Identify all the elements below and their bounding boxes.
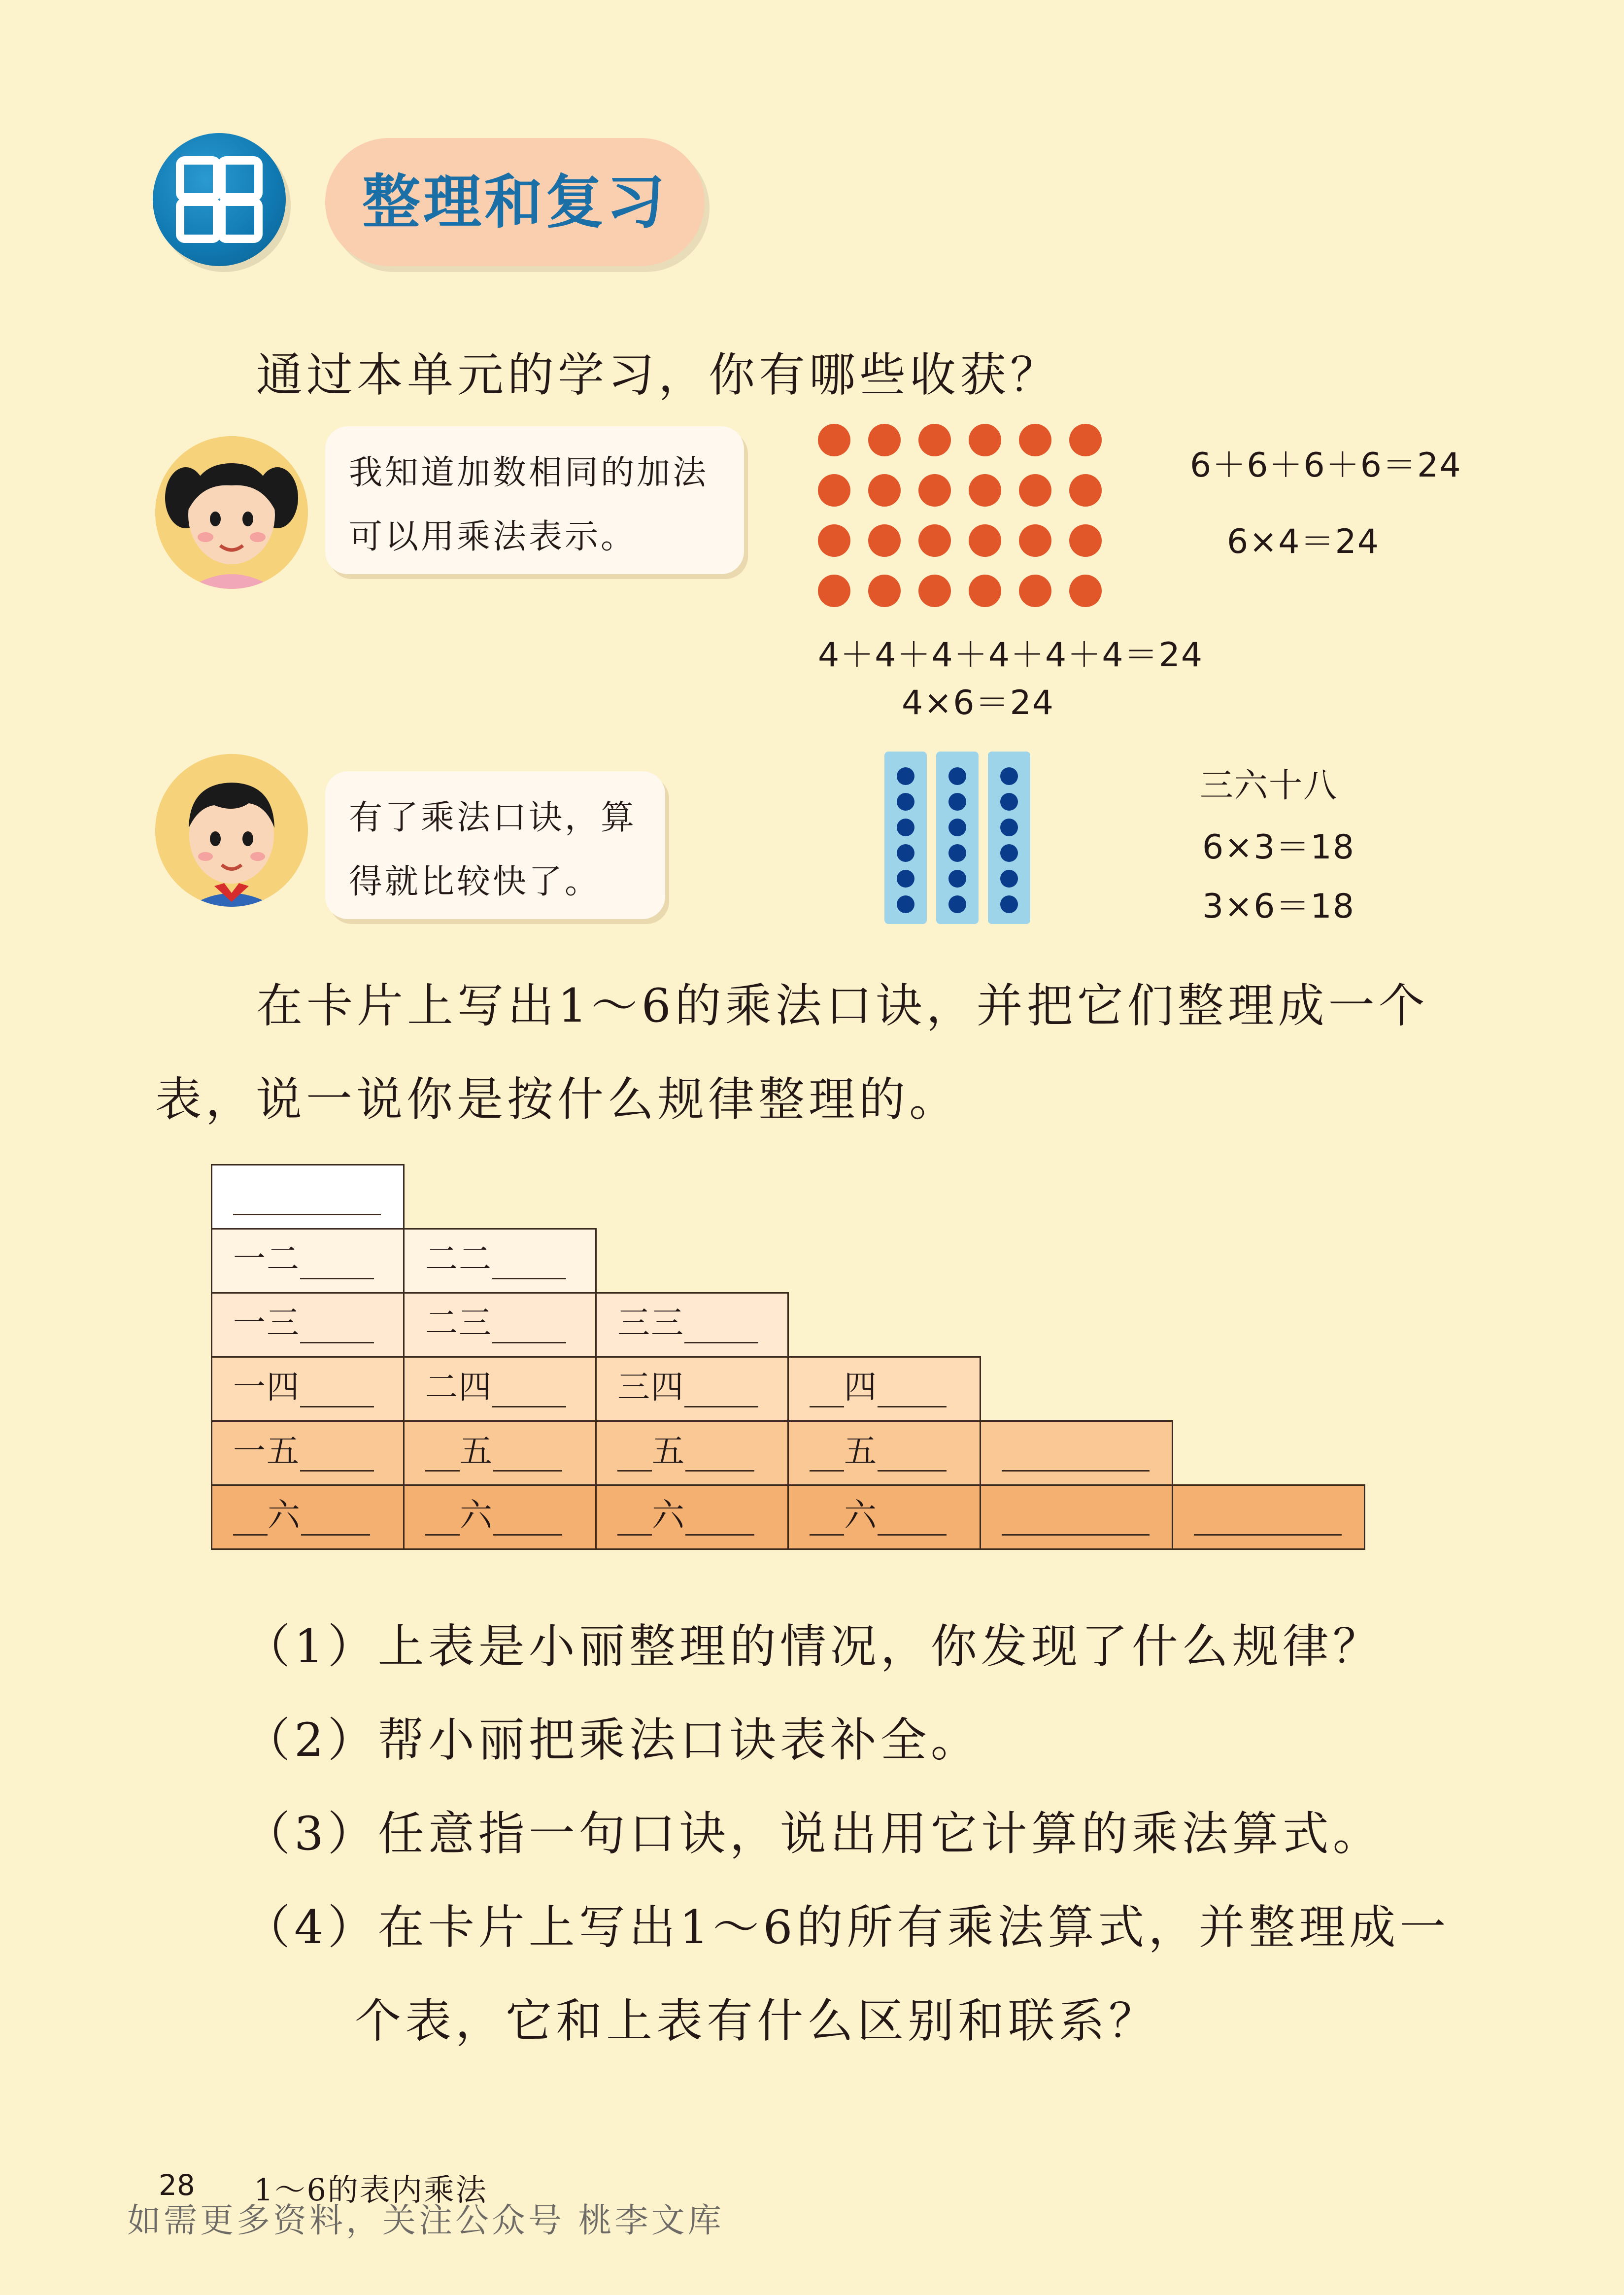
answer-blank[interactable] [233, 1185, 381, 1215]
rhyme-label: 五 [844, 1432, 878, 1470]
bead [1000, 895, 1018, 913]
equation-6-times-4: 6×4＝24 [1227, 522, 1380, 561]
bead [948, 767, 966, 785]
answer-blank[interactable] [233, 1506, 268, 1536]
boy-rhyme: 三六十八 [1200, 766, 1338, 805]
orange-dot [818, 524, 850, 557]
question-3: （3）任意指一句口诀，说出用它计算的乘法算式。 [244, 1807, 1383, 1861]
answer-blank[interactable] [300, 1249, 374, 1279]
equation-6-add: 6＋6＋6＋6＝24 [1190, 446, 1462, 485]
girl-bubble-line-1: 我知道加数相同的加法 [349, 453, 709, 492]
answer-blank[interactable] [878, 1506, 947, 1536]
answer-blank[interactable] [810, 1377, 844, 1407]
orange-dot [818, 474, 850, 507]
equation-3-times-6: 3×6＝18 [1202, 887, 1355, 926]
table-cell[interactable] [403, 1484, 597, 1550]
table-cell[interactable] [595, 1484, 789, 1550]
table-cell[interactable] [211, 1164, 405, 1230]
boy-bubble-line-2: 得就比较快了。 [349, 862, 601, 901]
bead [948, 895, 966, 913]
rhyme-label: 六 [652, 1496, 685, 1534]
orange-dot [868, 424, 901, 456]
rhyme-label: 一五 [233, 1432, 300, 1470]
table-cell[interactable] [595, 1356, 789, 1422]
intro-text: 通过本单元的学习，你有哪些收获？ [256, 348, 1061, 402]
bead-bar [884, 752, 927, 924]
bead [948, 793, 966, 811]
answer-blank[interactable] [685, 1506, 754, 1536]
bead [1000, 870, 1018, 888]
answer-blank[interactable] [810, 1506, 844, 1536]
orange-dot [1069, 575, 1102, 607]
question-4-line-1: （4）在卡片上写出1～6的所有乘法算式，并整理成一 [244, 1901, 1450, 1954]
bead [897, 793, 914, 811]
orange-dot [818, 575, 850, 607]
answer-blank[interactable] [1194, 1506, 1342, 1536]
answer-blank[interactable] [685, 1441, 754, 1472]
answer-blank[interactable] [878, 1377, 947, 1407]
orange-dot [1069, 474, 1102, 507]
grid-four-squares-icon [176, 156, 221, 202]
bead [897, 870, 914, 888]
answer-blank[interactable] [300, 1313, 374, 1343]
grid-square-icon [217, 198, 263, 243]
bead [1000, 767, 1018, 785]
equation-6-times-3: 6×3＝18 [1202, 828, 1355, 867]
table-cell[interactable] [595, 1292, 789, 1358]
table-cell[interactable] [787, 1484, 981, 1550]
girl-bubble-line-2: 可以用乘法表示。 [349, 517, 637, 556]
rhyme-label: 一四 [233, 1368, 300, 1406]
rhyme-label: 六 [844, 1496, 878, 1534]
bead-bar [936, 752, 979, 924]
orange-dot [1069, 524, 1102, 557]
question-1: （1）上表是小丽整理的情况，你发现了什么规律？ [244, 1620, 1383, 1674]
answer-blank[interactable] [300, 1441, 374, 1472]
table-cell[interactable] [211, 1484, 405, 1550]
rhyme-label: 六 [460, 1496, 493, 1534]
answer-blank[interactable] [684, 1377, 758, 1407]
section-icon [153, 133, 286, 266]
chapter-title: 1～6的表内乘法 [254, 2172, 488, 2208]
boy-face-icon [155, 754, 308, 907]
answer-blank[interactable] [810, 1441, 844, 1472]
girl-avatar [155, 436, 308, 589]
boy-avatar [155, 754, 308, 907]
dot-array [818, 424, 1104, 611]
rhyme-label: 四 [844, 1368, 878, 1406]
answer-blank[interactable] [492, 1377, 566, 1407]
table-cell[interactable] [980, 1420, 1173, 1486]
bead [948, 819, 966, 836]
answer-blank[interactable] [617, 1506, 652, 1536]
table-cell[interactable] [211, 1420, 405, 1486]
answer-blank[interactable] [1002, 1506, 1150, 1536]
answer-blank[interactable] [492, 1249, 566, 1279]
bead [1000, 844, 1018, 862]
table-cell[interactable] [211, 1292, 405, 1358]
orange-dot [1019, 524, 1051, 557]
table-cell[interactable] [403, 1228, 597, 1294]
rhyme-label: 三四 [617, 1368, 684, 1406]
bead [1000, 819, 1018, 836]
table-cell[interactable] [211, 1356, 405, 1422]
rhyme-label: 五 [460, 1432, 493, 1470]
rhyme-label: 一二 [233, 1240, 300, 1278]
table-cell[interactable] [403, 1356, 597, 1422]
rhyme-label: 二四 [425, 1368, 492, 1406]
grid-square-icon [217, 156, 263, 202]
answer-blank[interactable] [425, 1441, 460, 1472]
watermark-text: 如需更多资料，关注公众号 桃李文库 [127, 2201, 724, 2240]
equation-4-add: 4＋4＋4＋4＋4＋4＝24 [818, 636, 1204, 675]
question-4-line-2: 个表，它和上表有什么区别和联系？ [355, 1994, 1159, 2048]
equation-4-times-6: 4×6＝24 [902, 684, 1055, 722]
rhyme-label: 二三 [425, 1304, 492, 1342]
orange-dot [969, 424, 1001, 456]
rhyme-label: 二二 [425, 1240, 492, 1278]
answer-blank[interactable] [492, 1313, 566, 1343]
orange-dot [969, 575, 1001, 607]
orange-dot [969, 524, 1001, 557]
bead [897, 767, 914, 785]
question-2: （2）帮小丽把乘法口诀表补全。 [244, 1713, 981, 1767]
bead [948, 844, 966, 862]
answer-blank[interactable] [493, 1506, 562, 1536]
table-cell[interactable] [403, 1420, 597, 1486]
orange-dot [868, 474, 901, 507]
orange-dot [918, 575, 951, 607]
table-cell[interactable] [1172, 1484, 1365, 1550]
table-cell[interactable] [403, 1292, 597, 1358]
boy-speech-bubble [325, 771, 665, 919]
bead-bar [988, 752, 1030, 924]
multiplication-table [211, 1164, 1364, 1548]
rhyme-label: 一三 [233, 1304, 300, 1342]
answer-blank[interactable] [617, 1441, 652, 1472]
orange-dot [868, 524, 901, 557]
table-cell[interactable] [787, 1420, 981, 1486]
grid-square-icon [176, 198, 221, 243]
orange-dot [1019, 424, 1051, 456]
orange-dot [1069, 424, 1102, 456]
orange-dot [918, 524, 951, 557]
answer-blank[interactable] [684, 1313, 758, 1343]
bead [897, 895, 914, 913]
answer-blank[interactable] [300, 1377, 374, 1407]
answer-blank[interactable] [301, 1506, 370, 1536]
table-cell[interactable] [980, 1484, 1173, 1550]
orange-dot [818, 424, 850, 456]
orange-dot [1019, 474, 1051, 507]
orange-dot [868, 575, 901, 607]
answer-blank[interactable] [425, 1506, 460, 1536]
section-title: 整理和复习 [362, 168, 668, 236]
answer-blank[interactable] [1002, 1441, 1150, 1472]
table-cell[interactable] [211, 1228, 405, 1294]
answer-blank[interactable] [493, 1441, 562, 1472]
bead [1000, 793, 1018, 811]
orange-dot [1019, 575, 1051, 607]
orange-dot [918, 474, 951, 507]
answer-blank[interactable] [878, 1441, 947, 1472]
page-number: 28 [159, 2168, 195, 2202]
task-line-2: 表，说一说你是按什么规律整理的。 [155, 1073, 960, 1127]
bead [948, 870, 966, 888]
table-cell[interactable] [595, 1420, 789, 1486]
rhyme-label: 三三 [617, 1304, 684, 1342]
bead [897, 819, 914, 836]
girl-face-icon [155, 436, 308, 589]
orange-dot [918, 424, 951, 456]
girl-speech-bubble [325, 426, 744, 574]
bead [897, 844, 914, 862]
boy-bubble-line-1: 有了乘法口诀，算 [349, 798, 637, 837]
task-line-1: 在卡片上写出1～6的乘法口诀，并把它们整理成一个 [256, 979, 1429, 1033]
table-cell[interactable] [787, 1356, 981, 1422]
bead-bars [884, 752, 1037, 926]
rhyme-label: 五 [652, 1432, 685, 1470]
rhyme-label: 六 [268, 1496, 301, 1534]
orange-dot [969, 474, 1001, 507]
